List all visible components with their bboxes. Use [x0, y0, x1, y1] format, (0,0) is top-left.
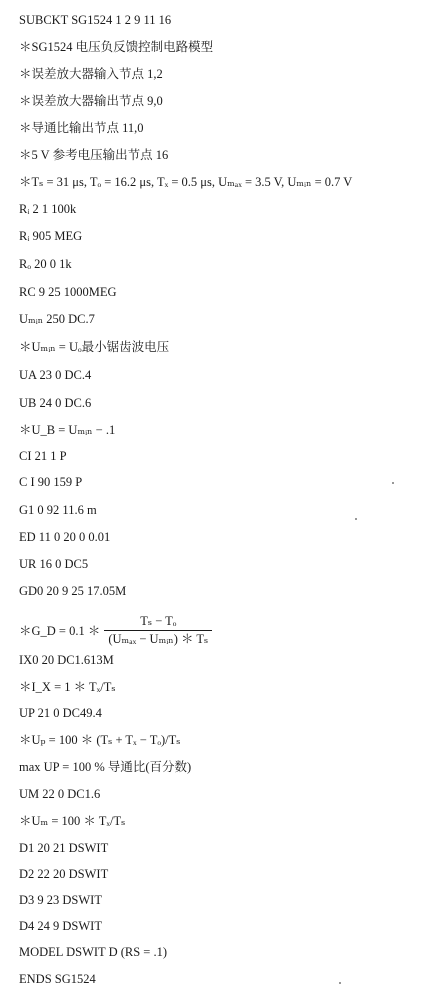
code-line-ri-1: Rᵢ 2 1 100k	[19, 202, 77, 216]
code-line-ua: UA 23 0 DC.4	[19, 368, 92, 382]
comment-parameters: ＊Tₛ = 31 μs, Tₒ = 16.2 μs, Tₓ = 0.5 μs, Uₘₐₓ = 3.5 V, Uₘᵢₙ = 0.7 V	[19, 175, 353, 189]
scan-speck	[339, 982, 341, 984]
code-line-ed: ED 11 0 20 0 0.01	[19, 530, 111, 544]
scan-speck	[392, 482, 394, 484]
code-line-ix0: IX0 20 DC1.613M	[19, 653, 114, 667]
code-line-ur: UR 16 0 DC5	[19, 557, 89, 571]
code-line-ub: UB 24 0 DC.6	[19, 396, 92, 410]
code-line-umin: Uₘᵢₙ 250 DC.7	[19, 312, 95, 326]
code-line-ro: Rₒ 20 0 1k	[19, 257, 72, 271]
code-line-d2: D2 22 20 DSWIT	[19, 867, 109, 881]
code-line-model: MODEL DSWIT D (RS = .1)	[19, 945, 168, 959]
code-line-d4: D4 24 9 DSWIT	[19, 919, 102, 933]
comment-max-up: max UP = 100 % 导通比(百分数)	[19, 760, 192, 774]
code-line-gd0: GD0 20 9 25 17.05M	[19, 584, 127, 598]
code-line-up: UP 21 0 DC49.4	[19, 706, 102, 720]
code-line-um: UM 22 0 DC1.6	[19, 787, 101, 801]
code-line-ci-1: CI 21 1 P	[19, 449, 67, 463]
formula-gd	[19, 610, 212, 650]
comment-model-title: ＊SG1524 电压负反馈控制电路模型	[19, 40, 214, 54]
formula-lhs: ＊G_D = 0.1 ＊	[19, 624, 101, 638]
code-line-ci-2: C I 90 159 P	[19, 475, 83, 489]
formula-denominator: (Uₘₐₓ − Uₘᵢₙ) ＊ Tₛ	[108, 631, 209, 646]
code-line-ends: ENDS SG1524	[19, 972, 96, 986]
scan-speck	[355, 518, 357, 520]
formula-fraction	[104, 614, 212, 647]
code-line-subckt: SUBCKT SG1524 1 2 9 11 16	[19, 13, 172, 27]
comment-umin: ＊Uₘᵢₙ = Uₒ最小锯齿波电压	[19, 340, 170, 354]
comment-output-nodes: ＊误差放大器输出节点 9,0	[19, 94, 163, 108]
formula-numerator: Tₛ − Tₒ	[140, 613, 177, 628]
comment-ix: ＊I_X = 1 ＊ Tₓ/Tₛ	[19, 680, 116, 694]
comment-um: ＊Uₘ = 100 ＊ Tₓ/Tₛ	[19, 814, 126, 828]
code-line-d3: D3 9 23 DSWIT	[19, 893, 102, 907]
comment-duty-output: ＊导通比输出节点 11,0	[19, 121, 144, 135]
code-line-ri-2: Rᵢ 905 MEG	[19, 229, 83, 243]
comment-ub: ＊U_B = Uₘᵢₙ − .1	[19, 423, 116, 437]
comment-reference: ＊5 V 参考电压输出节点 16	[19, 148, 169, 162]
comment-input-nodes: ＊误差放大器输入节点 1,2	[19, 67, 163, 81]
code-line-g1: G1 0 92 11.6 m	[19, 503, 97, 517]
code-line-rc: RC 9 25 1000MEG	[19, 285, 117, 299]
comment-up: ＊Uₚ = 100 ＊ (Tₛ + Tₓ − Tₒ)/Tₛ	[19, 733, 181, 747]
code-line-d1: D1 20 21 DSWIT	[19, 841, 109, 855]
